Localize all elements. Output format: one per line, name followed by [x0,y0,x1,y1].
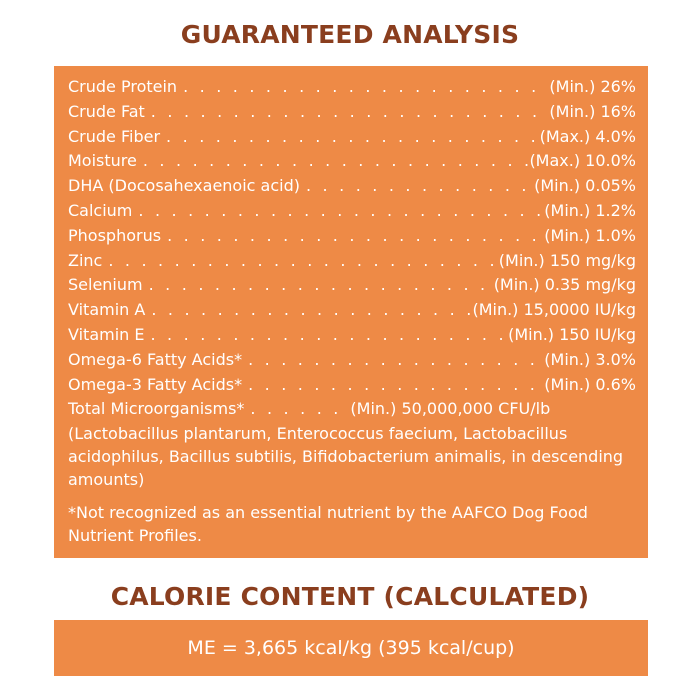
dot-leader [160,125,540,150]
nutrient-row-moisture [68,149,636,174]
nutrient-value: (Min.) 0.6% [544,374,636,394]
calorie-value: ME = 3,665 kcal/kg (395 kcal/cup) [187,637,515,659]
nutrient-row-vitamin-e [68,323,636,348]
calorie-content-panel [54,620,648,676]
nutrient-row-zinc [68,249,636,274]
guaranteed-analysis-panel [54,66,648,558]
nutrient-value: (Min.) 150 mg/kg [498,250,636,270]
nutrient-name: Phosphorus [68,225,162,245]
nutrient-row-crude-fat [68,100,636,125]
guaranteed-analysis-title: GUARANTEED ANALYSIS [180,20,520,49]
nutrient-row-omega-3 [68,373,636,398]
nutrient-value: (Min.) 150 IU/kg [508,324,636,344]
nutrient-name: Selenium [68,275,143,295]
dot-leader [300,174,534,199]
calorie-content-title: CALORIE CONTENT (CALCULATED) [110,582,590,611]
dot-leader [145,298,472,323]
nutrient-list [68,75,636,547]
nutrient-name: Omega-6 Fatty Acids* [68,349,243,369]
dot-leader [145,100,550,125]
footnote: *Not recognized as an essential nutrient by the AAFCO Dog Food Nutrient Profiles. [68,503,588,546]
nutrient-row-crude-fiber [68,125,636,150]
nutrient-name: Zinc [68,250,103,270]
nutrient-row-phosphorus [68,224,636,249]
dot-leader [244,397,350,422]
nutrient-row-vitamin-a [68,298,636,323]
nutrient-name: Moisture [68,151,137,171]
nutrient-value: (Min.) 15,0000 IU/kg [472,300,636,320]
dot-leader [144,323,508,348]
nutrient-value: (Min.) 0.05% [534,176,636,196]
nutrient-name: Vitamin A [68,300,146,320]
nutrient-name: Omega-3 Fatty Acids* [68,374,243,394]
nutrient-value: (Min.) 3.0% [544,349,636,369]
dot-leader [242,348,544,373]
dot-leader [161,224,544,249]
dot-leader [102,249,498,274]
nutrient-value: (Min.) 16% [549,101,636,121]
microorganism-detail: (Lactobacillus plantarum, Enterococcus faecium, Lactobacillus acidophilus, Bacillus subtilis, Bifidobacterium animalis, in descending amounts) [68,424,624,490]
dot-leader [143,273,494,298]
dot-leader [242,373,544,398]
nutrient-name: Total Microorganisms* [68,399,245,419]
nutrient-name: Vitamin E [68,324,145,344]
nutrient-name: DHA (Docosahexaenoic acid) [68,176,300,196]
nutrient-value: (Min.) 1.2% [544,200,636,220]
nutrient-value: (Max.) 4.0% [539,126,636,146]
nutrient-value: (Min.) 1.0% [544,225,636,245]
nutrient-value: (Max.) 10.0% [529,151,636,171]
dot-leader [132,199,544,224]
dot-leader [137,149,530,174]
nutrient-value: (Min.) 0.35 mg/kg [493,275,636,295]
nutrient-row-total-microorganisms [68,397,636,422]
nutrient-name: Calcium [68,200,133,220]
nutrient-row-dha [68,174,636,199]
dot-leader [177,75,549,100]
nutrient-name: Crude Fiber [68,126,161,146]
nutrient-value: (Min.) 50,000,000 CFU/lb [350,399,551,419]
nutrient-row-selenium [68,273,636,298]
nutrient-row-calcium [68,199,636,224]
nutrient-row-crude-protein [68,75,636,100]
nutrient-row-omega-6 [68,348,636,373]
nutrient-name: Crude Protein [68,77,178,96]
nutrient-value: (Min.) 26% [549,77,636,96]
nutrient-name: Crude Fat [68,101,145,121]
